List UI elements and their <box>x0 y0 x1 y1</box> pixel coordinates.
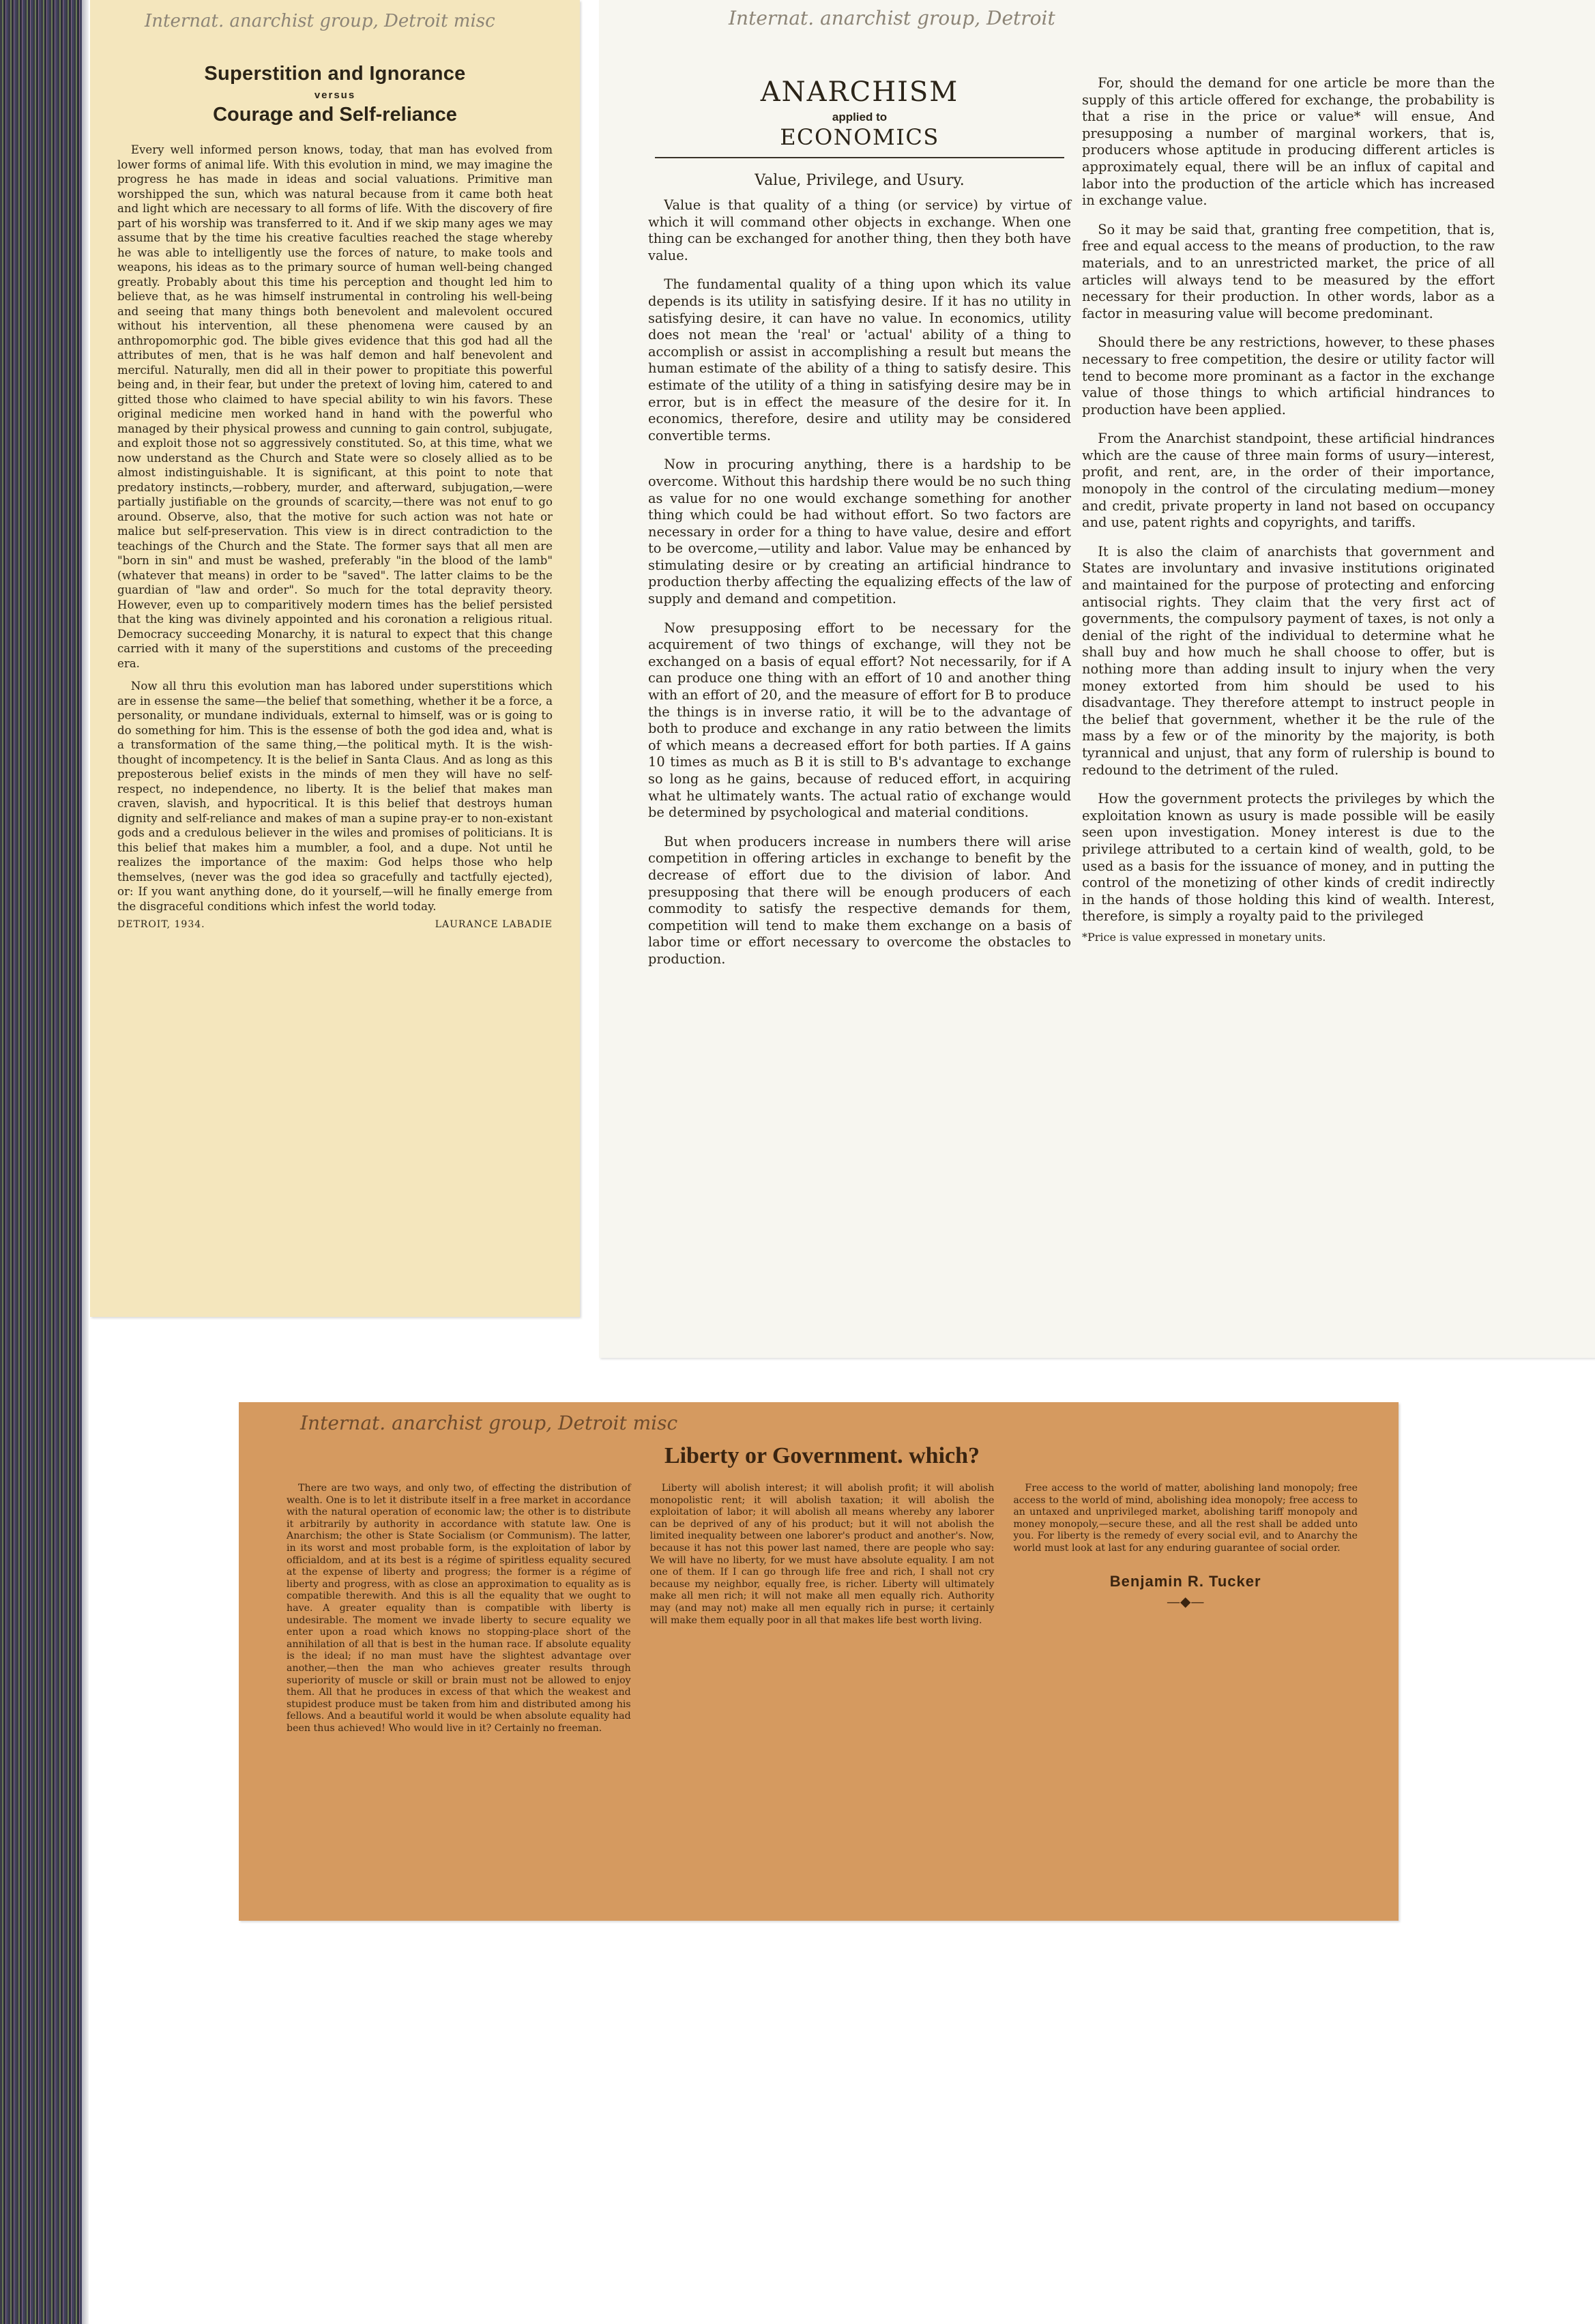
paragraph: Every well informed person knows, today, that man has evolved from lower forms of animal life. With this evolution in mind, we may imagine the progress he has made in ideas and social valuations. Primitive man worshipped the sun, which was natural because from it came both heat and light which are necessary to all forms of life. With the discovery of fire part of his worship was transferred to it. And if we skip many ages we may assume that by the time his creative faculties reached the stage whereby he was able to intelligently use the forces of nature, to make tools and weapons, his ideas as to the primary source of human well-being changed greatly. Probably about this time his perception and thought led him to believe that, as he was himself instrumental in controling his well-being and seeing that many things both benevolent and malevolent occured without his intervention, all these phenomena were caused by an anthropomorphic god. The bible gives evidence that this god had all the attributes of men, that is he was half demon and half benevolent and merciful. Naturally, men did all in their power to propitiate this powerful being and, in their fear, but under the pretext of loving him, catered to and gitted those who claimed to have special ability to win his favors. These original medicine men worked hand in hand with the powerful who managed by their physical prowess and cunning to gain control, subjugate, and exploit those not so aggressively constituted. So, at this time, what we now understand as the Church and State were so closely allied as to be almost indistinguishable. It is significant, at this point to note that predatory instincts,—robbery, murder, and afterward, subjugation,—were partially justifiable on the grounds of scarcity,—there was not enuf to go around. Observe, also, that the motive for such action was not hate or malice but self-preservation. This view is in direct contradiction to the teachings of the Church and the State. The former says that all men are "born in sin" and must be washed, preferably "in the blood of the lamb" (whatever that means) in order to be "saved". The latter claims to be the guardian of "law and order". So much for the total depravity theory. However, even up to comparitively modern times has the belief persisted that the king was divinely appointed and his coronation a religious ritual. Democracy succeeding Monarchy, it is natural to expect that this change carried with it many of the superstitions and customs of the preceeding era. <box>117 143 553 670</box>
paragraph: From the Anarchist standpoint, these artificial hindrances which are the cause of three main forms of usury—interest, profit, and rent, are, in the order of their importance, monopoly in the control of the circulating medium—money and credit, private property in land not based on occupancy and use, patent rights and copyrights, and tariffs. <box>1082 431 1495 531</box>
left-column <box>648 0 1071 968</box>
title-line-1: Superstition and Ignorance <box>204 63 466 85</box>
author-name: Benjamin R. Tucker <box>1109 1572 1261 1590</box>
title-main: ANARCHISM <box>760 76 959 108</box>
paragraph: Now in procuring anything, there is a hardship to be overcome. Without this hardship there would be no such thing as value for no one would exchange something for another thing which could be had without effort. So two factors are necessary in order for a thing to have value, desire and effort to be overcome,—utility and labor. Value may be enhanced by stimulating desire or by creating an artificial hindrance to production therby affecting the equalizing effects of the law of supply and demand and competition. <box>648 456 1071 607</box>
paragraph: Free access to the world of matter, abolishing land monopoly; free access to the world of mind, abolishing idea monopoly; free access to an untaxed and unprivileged market, abolishing tariff monopoly and money monopoly,—secure these, and all the rest shall be added unto you. For liberty is the remedy of every social evil, and to Anarchy the world must look at last for any enduring guarantee of social order. <box>1013 1483 1358 1554</box>
paragraph: For, should the demand for one article be more than the supply of this article offered for exchange, the probability is that a rise in the price or value* will ensue, And presupposing a number of marginal workers, that is, producers whose aptitude in producing different articles is approximately equal, there will be an influx of capital and labor into the production of the article which has increased in exchange value. <box>1082 75 1495 209</box>
body-text <box>117 143 553 914</box>
section-heading: Value, Privilege, and Usury. <box>755 172 965 189</box>
paragraph: Should there be any restrictions, however, to these phases necessary to free competition, the desire or utility factor will tend to become more prominant as a factor in the exchange value of those things to which artificial hindrances to production have been applied. <box>1082 334 1495 418</box>
paragraph: So it may be said that, granting free competition, that is, free and equal access to the means of production, to the raw materials, and to an unrestricted market, the price of all articles will always tend to be measured by the effort necessary for their production. In other words, labor as a factor in measuring value will become predominant. <box>1082 221 1495 321</box>
paragraph: Value is that quality of a thing (or service) by virtue of which it will command other objects in exchange. When one thing can be exchanged for another thing, then they both have value. <box>648 197 1071 263</box>
signature-line <box>117 919 553 930</box>
title-sub: ECONOMICS <box>780 124 939 150</box>
pamphlet-liberty-wrapper <box>239 1402 1399 1921</box>
pencil-annotation: Internat. anarchist group, Detroit <box>729 7 1055 29</box>
pencil-annotation: Internat. anarchist group, Detroit misc <box>300 1412 678 1434</box>
text-column <box>1013 1483 1358 1734</box>
text-column <box>650 1483 995 1734</box>
paragraph: But when producers increase in numbers there will arise competition in offering articles in exchange to benefit by the decrease of effort due to the division of labor. And presupposing that there will be enough producers of each commodity to satisfy the respective demands for them, competition will tend to make them exchange on a basis of labor time or effort necessary to overcome the obstacles to production. <box>648 833 1071 967</box>
footnote: *Price is value expressed in monetary units. <box>1082 930 1326 944</box>
paragraph: Now all thru this evolution man has labored under superstitions which are in essense the same—the belief that something, whether it be a force, a personality, or mundane individuals, external to himself, was or is going to do something for him. This is the essense of both the god idea and, what is a transformation of the same thing,—the political myth. It is the wish-thought of incompetency. It is the belief in Santa Claus. And as long as this preposterous belief exists in the minds of men they will have no self-respect, no independence, no liberty. It is the belief that makes man craven, slavish, and hypocritical. It is this belief that destroys human dignity and self-reliance and makes of man a supine pray-er to non-existant gods and a credulous believer in the wiles and promises of politicians. It is this belief that makes him a mumbler, a fool, and a dupe. Not until he realizes the importance of the maxim: God helps those who help themselves, (never was the god idea so gracefully and tactfully ejected), or: If you want anything done, do it yourself,—will he finally emerge from the disgraceful conditions which infest the world today. <box>117 680 553 913</box>
scanner-edge-stripes <box>0 0 89 2324</box>
paragraph: The fundamental quality of a thing upon which its value depends is its utility in satisfying desire. If it has no utility in satisfying desire, it can have no value. In economics, utility does not mean the 'real' or 'actual' ability of a thing to accomplish or assist in accomplishing a result but means the human estimate of the ability of a thing to satisfy desire. This estimate of the utility of a thing in satisfying desire may be in error, but is in effect the measure of the desire for it. In economics, therefore, desire and utility may be considered convertible terms. <box>648 276 1071 444</box>
text-columns <box>287 1483 1358 1734</box>
pamphlet-anarchism-economics <box>599 0 1595 1358</box>
right-column <box>1082 75 1495 946</box>
paragraph: There are two ways, and only two, of effecting the distribution of wealth. One is to let it distribute itself in a free market in accordance with the natural operation of economic law; the other is to distribute it arbitrarily by authority in accordance with statute law. One is Anarchism; the other is State Socialism (or Communism). The latter, in its worst and most probable form, is the exploitation of labor by officialdom, and at its best is a régime of spiritless equality secured at the expense of liberty and progress; the former is a régime of liberty and progress, with as close an approximation to equality as is compatible therewith. And this is all the equality that we ought to have. A greater equality than is compatible with liberty is undesirable. The moment we invade liberty to secure equality we enter upon a road which knows no stopping-place short of the annihilation of all that is best in the human race. If absolute equality is the ideal; if no man must have the slightest advantage over another,—then the man who achieves greater results through superiority of muscle or skill or brain must not be allowed to enjoy them. All that he produces in excess of that which the weakest and stupidest produce must be taken from him and distributed among his fellows. And a beautiful world it would be when absolute equality had been thus achieved! Who would live in it? Certainly no freeman. <box>287 1483 631 1734</box>
pencil-annotation: Internat. anarchist group, Detroit misc <box>145 11 495 31</box>
ornament-mark: —◆— <box>1166 1593 1205 1610</box>
paragraph: Now presupposing effort to be necessary for the acquirement of two things of exchange, will they not be exchanged on a basis of equal effort? Not necessarily, for if A can produce one thing with an effort of 10 and another thing with an effort of 20, and the measure of effort for B to produce the things is in inverse ratio, it will be to the advantage of both to produce and exchange in any ratio between the limits of which means a decreased effort for both parties. If A gains 10 times as much as B it is still to B's advantage to exchange so long as he gains, because of reduced effort, in acquiring what he ultimately wants. The actual ratio of exchange would be determined by psychological and material conditions. <box>648 620 1071 821</box>
author-name: LAURANCE LABADIE <box>435 919 553 930</box>
rotated-content <box>239 1402 1399 1921</box>
pamphlet-superstition <box>90 0 580 1317</box>
pamphlet-title: Liberty or Government. which? <box>664 1443 980 1468</box>
text-column <box>287 1483 631 1734</box>
pamphlet-liberty-or-government <box>239 1402 1399 1921</box>
paragraph: It is also the claim of anarchists that government and States are involuntary and invasive institutions originated and maintained for the purpose of protecting and enforcing antisocial rights. They claim that the very first act of governments, the compulsory payment of taxes, is not only a denial of the right of the individual to determine what he shall buy and how much he shall choose to offer, but is nothing more than adding insult to injury when the very money extorted from him should be used to his disadvantage. They therefore attempt to instruct people in the belief that government, whether it be the rule of the mass by a few or of the minority by the majority, is both tyrannical and unjust, that any form of rulership is bound to redound to the detriment of the ruled. <box>1082 543 1495 778</box>
title-small: applied to <box>832 111 888 124</box>
paragraph: Liberty will abolish interest; it will abolish profit; it will abolish monopolistic rent; it will abolish taxation; it will abolish the exploitation of labor; it will abolish all means whereby any laborer can be deprived of any of his product; but it will not abolish the limited inequality between one laborer's product and another's. Now, because it has not this power last named, there are people who say: We will have no liberty, for we must have absolute equality. I am not one of them. If I can go through life free and rich, I shall not cry because my neighbor, equally free, is richer. Liberty will ultimately make all men rich; it will not make all men equally rich. Authority may (and may not) make all men equally rich in purse; it certainly will make them equally poor in all that makes life best worth living. <box>649 1483 995 1626</box>
title-line-2: versus <box>314 89 356 101</box>
title-rule <box>655 157 1064 158</box>
title-line-3: Courage and Self-reliance <box>213 104 457 126</box>
place-date: DETROIT, 1934. <box>117 919 205 930</box>
paragraph: How the government protects the privileges by which the exploitation known as usury is made possible will be easily seen upon investigation. Money interest is due to the privilege attributed to a certain kind of wealth, gold, to be used as a basis for the issuance of money, and in putting the control of the monetizing of other kinds of credit indirectly in the hands of those holding this kind of wealth. Interest, therefore, is simply a royalty paid to the privileged <box>1082 791 1495 925</box>
